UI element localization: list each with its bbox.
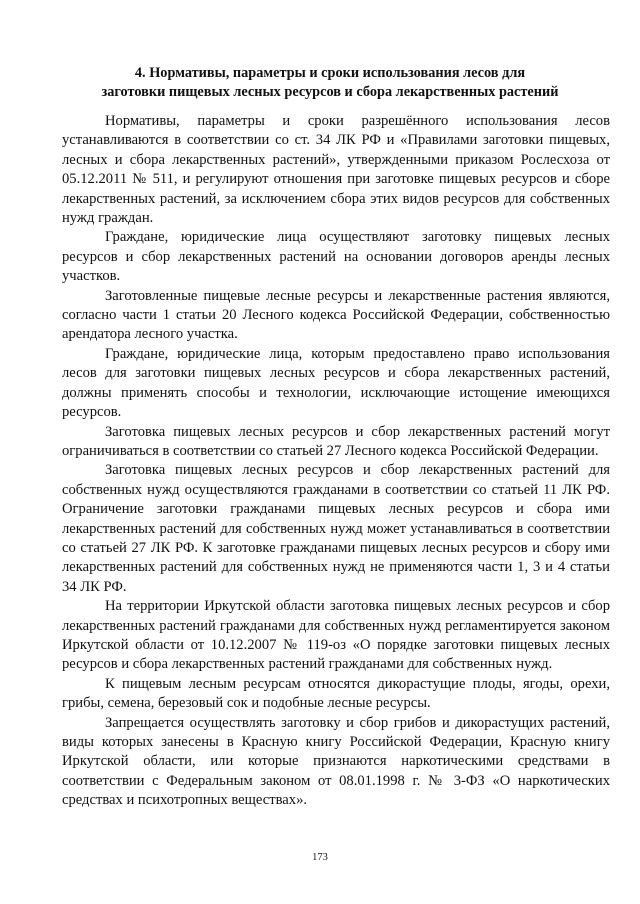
- paragraph-lease-basis: Граждане, юридические лица осуществляют заготовку пищевых лесных ресурсов и сбор лекарственных растений на основании договоров аренды лесных участков.: [62, 229, 610, 285]
- page-number: 173: [312, 852, 328, 863]
- paragraph-ownership: Заготовленные пищевые лесные ресурсы и лекарственные растения являются, согласно части 1 статьи 20 Лесного кодекса Российской Федерации, собственностью арендатора лесного участка.: [62, 287, 610, 343]
- paragraph-resource-types: К пищевым лесным ресурсам относятся дикорастущие плоды, ягоды, орехи, грибы, семена, березовый сок и подобные лесные ресурсы.: [62, 675, 610, 712]
- paragraph-methods: Граждане, юридические лица, которым предоставлено право использования лесов для заготовки пищевых лесных ресурсов и сбора лекарственных растений, должны применять способы и технологии, исключающие истощение имеющихся ресурсов.: [62, 345, 610, 421]
- section-heading: [60, 64, 600, 102]
- paragraph-prohibitions: Запрещается осуществлять заготовку и сбор грибов и дикорастущих растений, виды которых занесены в Красную книгу Российской Федерации, Красную книгу Иркутской области, или которые признаются наркотическими средствами в соответствии с Федеральным законом от 08.01.1998 г. № 3-ФЗ «О наркотических средствах и психотропных веществах».: [62, 714, 610, 809]
- section-heading-line-2: заготовки пищевых лесных ресурсов и сбора лекарственных растений: [101, 84, 559, 100]
- paragraph-irkutsk-law: На территории Иркутской области заготовка пищевых лесных ресурсов и сбор лекарственных растений гражданами для собственных нужд регламентируется законом Иркутской области от 10.12.2007 № 119-оз «О порядке заготовки пищевых лесных ресурсов и сбора лекарственных растений гражданами для собственных нужд.: [62, 598, 610, 673]
- paragraph-restrictions: Заготовка пищевых лесных ресурсов и сбор лекарственных растений могут ограничиваться в соответствии со статьей 27 Лесного кодекса Российской Федерации.: [62, 423, 610, 459]
- section-body: [62, 112, 610, 811]
- paragraph-standards: Нормативы, параметры и сроки разрешённого использования лесов устанавливаются в соответствии со ст. 34 ЛК РФ и «Правилами заготовки пищевых, лесных и сбора лекарственных растений», утвержденными приказом Рослесхоза от 05.12.2011 № 511, и регулируют отношения при заготовке пищевых ресурсов и сборе лекарственных растений, за исключением сбора этих видов ресурсов для собственных нужд граждан.: [62, 113, 610, 227]
- paragraph-personal-needs: Заготовка пищевых лесных ресурсов и сбор лекарственных растений для собственных нужд осуществляются гражданами в соответствии со статьей 11 ЛК РФ. Ограничение заготовки гражданами пищевых лесных ресурсов и сбора ими лекарственных растений для собственных нужд может устанавливаться в соответствии со статьей 27 ЛК РФ. К заготовке гражданами пищевых лесных ресурсов и сбору ими лекарственных растений для собственных нужд не применяются части 1, 3 и 4 статьи 34 ЛК РФ.: [62, 462, 610, 595]
- section-heading-line-1: 4. Нормативы, параметры и сроки использования лесов для: [134, 65, 526, 81]
